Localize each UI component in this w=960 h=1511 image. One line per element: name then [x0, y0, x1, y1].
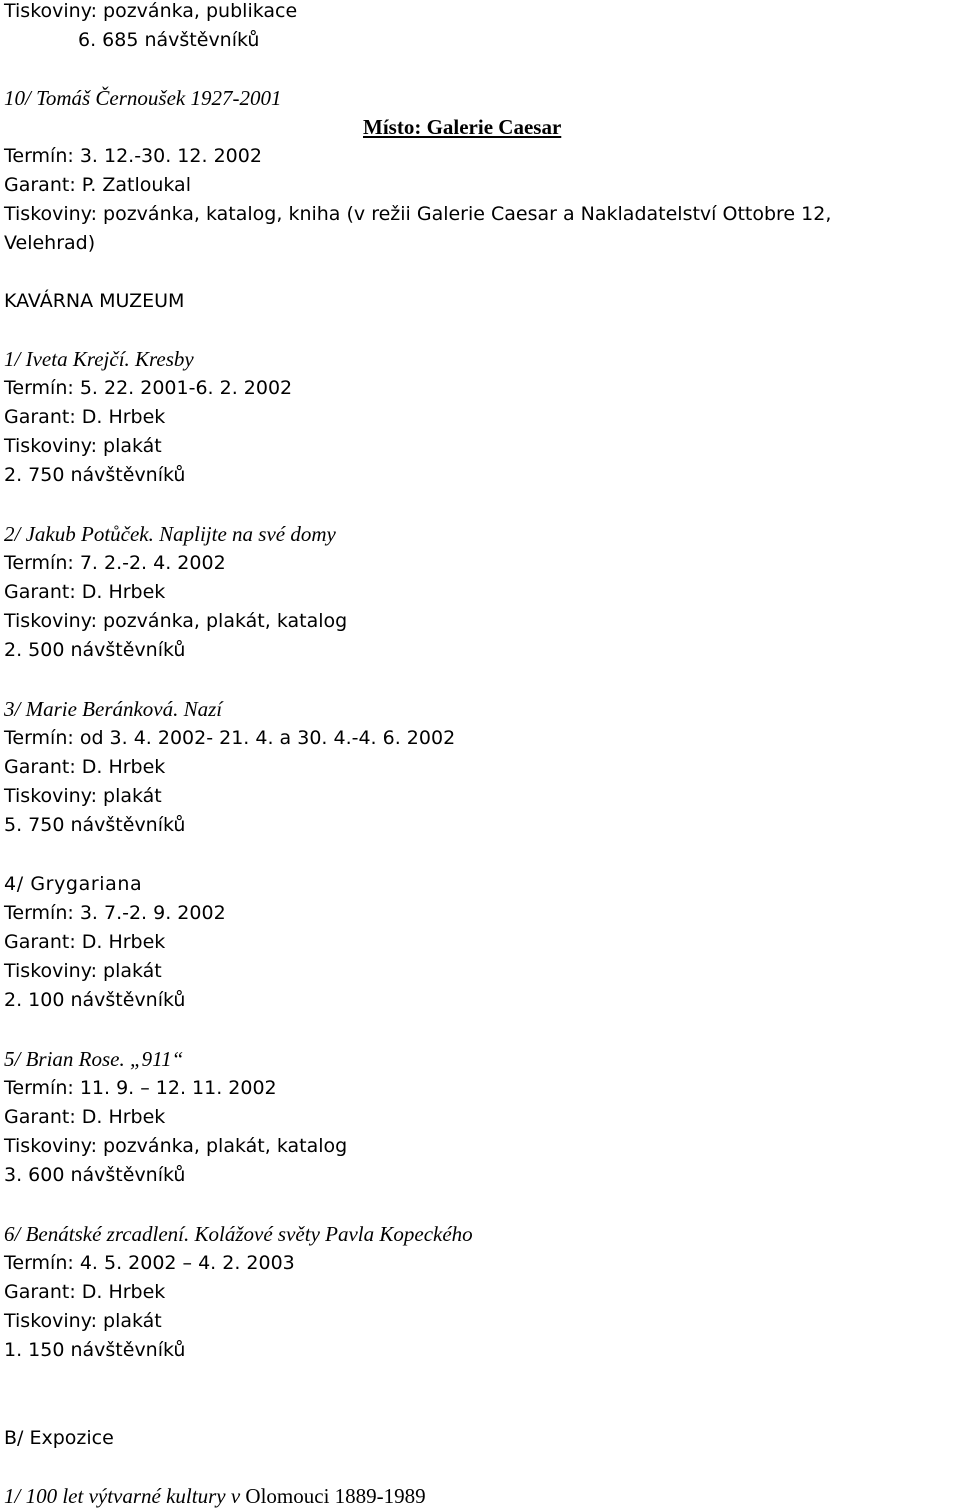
event-tiskoviny-cont: Velehrad): [4, 232, 96, 254]
visitors-line: 6. 685 návštěvníků: [78, 29, 260, 51]
event-title: 2/ Jakub Potůček. Naplijte na své domy: [4, 522, 336, 546]
event-garant: Garant: D. Hrbek: [4, 1281, 166, 1303]
section-heading-expozice: B/ Expozice: [4, 1427, 114, 1449]
event-term: Termín: 3. 7.-2. 9. 2002: [4, 902, 226, 924]
event-term: Termín: od 3. 4. 2002- 21. 4. a 30. 4.-4. 6. 2002: [4, 727, 456, 749]
event-term: Termín: 4. 5. 2002 – 4. 2. 2003: [4, 1252, 295, 1274]
event-tiskoviny: Tiskoviny: pozvánka, katalog, kniha (v režii Galerie Caesar a Nakladatelství Ottobre 12,: [4, 203, 832, 225]
event-garant: Garant: D. Hrbek: [4, 1106, 166, 1128]
event-term: Termín: 7. 2.-2. 4. 2002: [4, 552, 226, 574]
event-title: 5/ Brian Rose. „911“: [4, 1047, 184, 1071]
event-garant: Garant: D. Hrbek: [4, 406, 166, 428]
event-title: 10/ Tomáš Černoušek 1927-2001: [4, 86, 282, 110]
event-visitors: 5. 750 návštěvníků: [4, 814, 186, 836]
event-tiskoviny: Tiskoviny: plakát: [4, 960, 162, 982]
event-tiskoviny: Tiskoviny: plakát: [4, 785, 162, 807]
event-visitors: 1. 150 návštěvníků: [4, 1339, 186, 1361]
event-tiskoviny: Tiskoviny: pozvánka, plakát, katalog: [4, 610, 348, 632]
event-visitors: 2. 500 návštěvníků: [4, 639, 186, 661]
event-garant: Garant: P. Zatloukal: [4, 174, 191, 196]
event-title: 3/ Marie Beránková. Nazí: [4, 697, 223, 721]
event-visitors: 2. 100 návštěvníků: [4, 989, 186, 1011]
event-tiskoviny: Tiskoviny: plakát: [4, 1310, 162, 1332]
section-heading-cafe: KAVÁRNA MUZEUM: [4, 290, 185, 312]
event-visitors: 2. 750 návštěvníků: [4, 464, 186, 486]
event-tiskoviny: Tiskoviny: pozvánka, plakát, katalog: [4, 1135, 348, 1157]
event-title: 4/ Grygariana: [4, 873, 143, 895]
event-garant: Garant: D. Hrbek: [4, 931, 166, 953]
event-term: Termín: 5. 22. 2001-6. 2. 2002: [4, 377, 293, 399]
event-garant: Garant: D. Hrbek: [4, 581, 166, 603]
event-term: Termín: 3. 12.-30. 12. 2002: [4, 145, 262, 167]
tiskoviny-line: Tiskoviny: pozvánka, publikace: [4, 0, 298, 22]
event-garant: Garant: D. Hrbek: [4, 756, 166, 778]
event-title: 1/ Iveta Krejčí. Kresby: [4, 347, 194, 371]
event-visitors: 3. 600 návštěvníků: [4, 1164, 186, 1186]
event-term: Termín: 11. 9. – 12. 11. 2002: [4, 1077, 277, 1099]
expozice-title: 1/ 100 let výtvarné kultury v Olomouci 1889-1989: [4, 1484, 426, 1508]
event-tiskoviny: Tiskoviny: plakát: [4, 435, 162, 457]
event-place: Místo: Galerie Caesar: [363, 115, 562, 139]
event-title: 6/ Benátské zrcadlení. Kolážové světy Pavla Kopeckého: [4, 1222, 473, 1246]
